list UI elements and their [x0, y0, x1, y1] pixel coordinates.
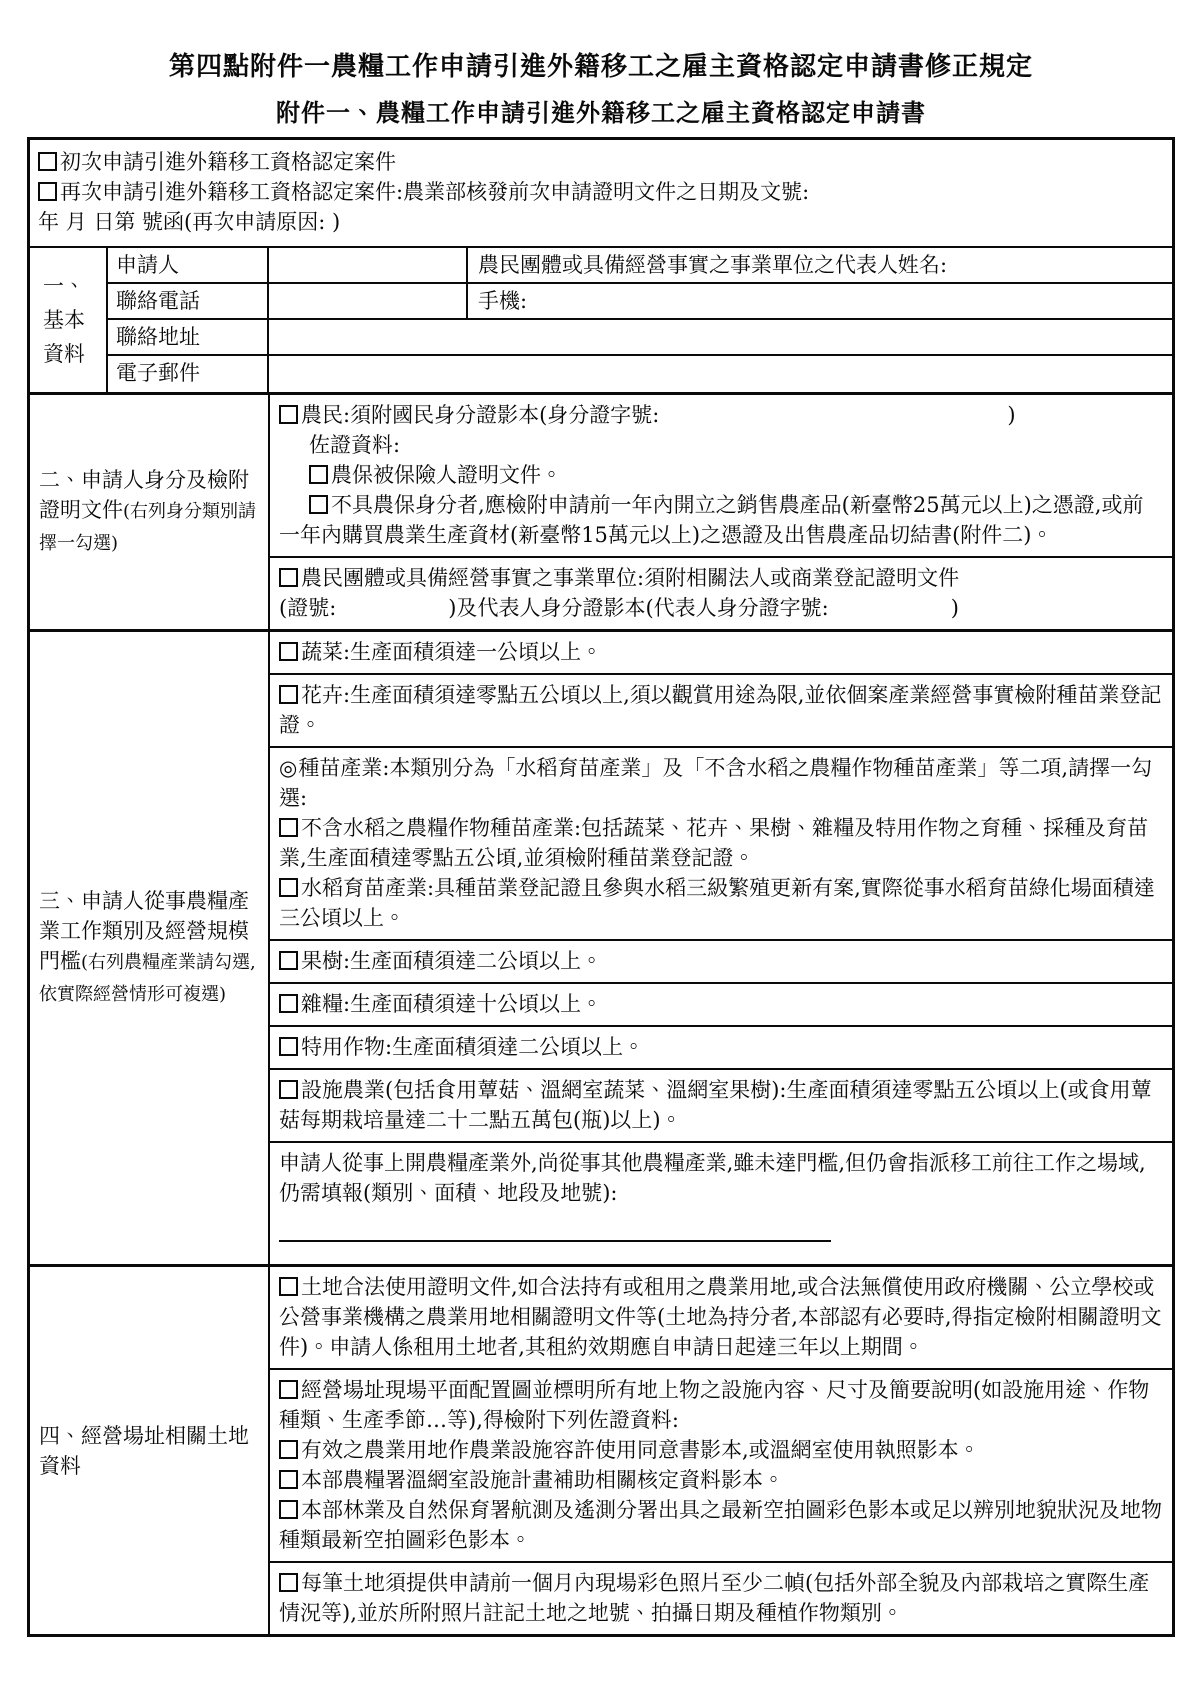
flower-row: [270, 675, 1172, 748]
land-legal-doc-text: 土地合法使用證明文件,如合法持有或租用之農業用地,或合法無償使用政府機關、公立學校或公營事業機構之農業用地相關證明文件等(土地為持分者,本部認有必要時,得指定檢附相關證明文件)。申請人係租用土地者,其租約效期應自申請日起達三年以上期間。: [279, 1275, 1162, 1359]
section1-rows: [108, 248, 1172, 392]
section3-content: [270, 632, 1172, 1264]
section-basic-info: [30, 248, 1172, 395]
contact-address-label: 聯絡地址: [108, 320, 269, 354]
vegetable-row: [270, 632, 1172, 675]
fruit-tree-text: 果樹:生產面積須達二公頃以上。: [301, 949, 603, 973]
first-application-option: [38, 147, 1162, 177]
farmer-identity-row: [270, 395, 1172, 558]
section-land-info: [30, 1267, 1172, 1634]
special-crop-text: 特用作物:生產面積須達二公頃以上。: [301, 1035, 645, 1059]
representative-id-blank[interactable]: [829, 614, 951, 615]
section4-label-text: 四、經營場址相關土地資料: [39, 1423, 249, 1478]
site-photos-text: 每筆土地須提供申請前一個月內現場彩色照片至少二幀(包括外部全貌及內部栽培之實際生產情況等),並於所附照片註記土地之地號、拍攝日期及種植作物類別。: [279, 1571, 1150, 1625]
checkbox-flower[interactable]: [279, 685, 298, 704]
email-label: 電子郵件: [108, 356, 269, 392]
applicant-name-input-cell[interactable]: [269, 248, 468, 282]
section4-label: [30, 1267, 270, 1634]
cert-number-blank[interactable]: [336, 614, 448, 615]
seedling-industry-row: [270, 748, 1172, 941]
applicant-name-label: 申請人: [108, 248, 269, 282]
flower-text: 花卉:生產面積須達零點五公頃以上,須以觀賞用途為限,並依個案產業經營事實檢附種苗業登記證。: [279, 683, 1162, 737]
id-number-blank[interactable]: [659, 421, 1007, 422]
land-legal-doc-row: [270, 1267, 1172, 1370]
representative-id-label: )及代表人身分證影本(代表人身分證字號:: [448, 596, 829, 620]
checkbox-farm-insurance-doc[interactable]: [309, 465, 328, 484]
seedling-intro-text: 種苗產業:本類別分為「水稻育苗產業」及「不含水稻之農糧作物種苗產業」等二項,請擇一勾選:: [279, 756, 1153, 810]
insurance-doc-text: 農保被保險人證明文件。: [331, 463, 562, 487]
phone-row: [108, 284, 1172, 320]
vegetable-text: 蔬菜:生產面積須達一公頃以上。: [301, 640, 603, 664]
checkbox-special-crop[interactable]: [279, 1037, 298, 1056]
section4-content: [270, 1267, 1172, 1634]
non-rice-seedling-option: [279, 813, 1162, 873]
no-insurance-text: 不具農保身分者,應檢附申請前一年內開立之銷售農產品(新臺幣25萬元以上)之憑證,或前一年內購買農業生產資材(新臺幣15萬元以上)之憑證及出售農產品切結書(附件二)。: [279, 493, 1144, 547]
subsidy-doc-text: 本部農糧署溫網室設施計畫補助相關核定資料影本。: [301, 1468, 784, 1492]
no-insurance-option: [279, 490, 1162, 550]
section1-label-line2: 基本: [43, 308, 85, 332]
section3-label: [30, 632, 270, 1264]
farmer-group-cert-line: [279, 593, 1162, 623]
site-photos-row: [270, 1563, 1172, 1634]
farmer-group-option: [279, 563, 1162, 593]
cert-number-label: (證號:: [279, 596, 337, 620]
application-form-table: [27, 137, 1175, 1637]
document-title-line1: 第四點附件一農糧工作申請引進外籍移工之雇主資格認定申請書修正規定: [168, 52, 1033, 82]
email-input-cell[interactable]: [269, 356, 1172, 392]
first-application-label: 初次申請引進外籍移工資格認定案件: [60, 150, 396, 174]
checkbox-land-legal-doc[interactable]: [279, 1277, 298, 1296]
representative-name-label: 農民團體或具備經營事實之事業單位之代表人姓名:: [478, 253, 948, 277]
email-row: [108, 356, 1172, 392]
farmer-option-close-paren: ): [1007, 403, 1016, 427]
checkbox-rice-seedling[interactable]: [279, 878, 298, 897]
seedling-intro-line: [279, 753, 1162, 813]
address-row: [108, 320, 1172, 356]
insurance-doc-option: [309, 460, 1162, 490]
contact-phone-label: 聯絡電話: [108, 284, 269, 318]
applicant-row: [108, 248, 1172, 284]
checkbox-facility-permit[interactable]: [279, 1440, 298, 1459]
special-crop-row: [270, 1027, 1172, 1070]
section1-label-line1: 一、: [43, 274, 85, 298]
other-industry-report-row: [270, 1143, 1172, 1264]
checkbox-facility-farming[interactable]: [279, 1080, 298, 1099]
repeat-application-label: 再次申請引進外籍移工資格認定案件:農業部核發前次申請證明文件之日期及文號:: [60, 180, 810, 204]
facility-farming-row: [270, 1070, 1172, 1143]
non-rice-seedling-text: 不含水稻之農糧作物種苗產業:包括蔬菜、花卉、果樹、雜糧及特用作物之育種、採種及育苗業,生產面積達零點五公頃,並須檢附種苗業登記證。: [279, 816, 1149, 870]
facility-permit-option: [279, 1435, 1162, 1465]
section2-label-note: (右列身分類別請擇一勾選): [39, 501, 257, 554]
contact-phone-input-cell[interactable]: [269, 284, 468, 318]
contact-address-input-cell[interactable]: [269, 320, 1172, 354]
section3-label-main: 三、申請人從事農糧產業工作類別及經營規模門檻: [39, 889, 249, 973]
site-plan-option: [279, 1375, 1162, 1435]
other-industry-report-text: 申請人從事上開農糧產業外,尚從事其他農糧產業,雖未達門檻,但仍會指派移工前往工作之場域,仍需填報(類別、面積、地段及地號):: [279, 1151, 1146, 1205]
facility-permit-text: 有效之農業用地作農業設施容許使用同意書影本,或溫網室使用執照影本。: [301, 1438, 980, 1462]
aerial-photo-text: 本部林業及自然保育署航測及遙測分署出具之最新空拍圖彩色影本或足以辨別地貌狀況及地物種類最新空拍圖彩色影本。: [279, 1498, 1162, 1552]
cert-line-close-paren: ): [950, 596, 959, 620]
section3-label-text: [39, 886, 262, 1010]
checkbox-repeat-application[interactable]: [38, 182, 57, 201]
grain-text: 雜糧:生產面積須達十公頃以上。: [301, 992, 603, 1016]
checkbox-non-rice-seedling[interactable]: [279, 818, 298, 837]
checkbox-no-insurance[interactable]: [309, 495, 328, 514]
mobile-phone-label: 手機:: [478, 289, 528, 313]
checkbox-farmer[interactable]: [279, 405, 298, 424]
site-plan-text: 經營場址現場平面配置圖並標明所有地上物之設施內容、尺寸及簡要說明(如設施用途、作物種類、生產季節…等),得檢附下列佐證資料:: [279, 1378, 1150, 1432]
facility-farming-text: 設施農業(包括食用蕈菇、溫網室蔬菜、溫網室果樹):生產面積須達零點五公頃以上(或食用蕈菇每期栽培量達二十二點五萬包(瓶)以上)。: [279, 1078, 1152, 1132]
repeat-application-date-line: 年 月 日第 號函(再次申請原因: ): [38, 210, 341, 234]
double-circle-icon: ◎: [279, 756, 298, 780]
checkbox-aerial-photo[interactable]: [279, 1500, 298, 1519]
section1-label-line3: 資料: [43, 342, 85, 366]
checkbox-first-application[interactable]: [38, 152, 57, 171]
repeat-application-option: [38, 177, 1162, 207]
rice-seedling-text: 水稻育苗產業:具種苗業登記證且參與水稻三級繁殖更新有案,實際從事水稻育苗綠化場面積達三公頃以上。: [279, 876, 1155, 930]
section-industry-categories: [30, 632, 1172, 1267]
farmer-group-row: [270, 558, 1172, 629]
farmer-option-text: 農民:須附國民身分證影本(身分證字號:: [301, 403, 660, 427]
section2-label: [30, 395, 270, 629]
checkbox-vegetable[interactable]: [279, 642, 298, 661]
checkbox-site-plan[interactable]: [279, 1380, 298, 1399]
subsidy-doc-option: [279, 1465, 1162, 1495]
application-type-block: [30, 140, 1172, 248]
checkbox-fruit-tree[interactable]: [279, 951, 298, 970]
farmer-group-text: 農民團體或具備經營事實之事業單位:須附相關法人或商業登記證明文件: [301, 566, 960, 590]
evidence-title: 佐證資料:: [309, 433, 401, 457]
section1-label: [30, 248, 108, 392]
blank-fill-line[interactable]: [279, 1240, 831, 1242]
section2-content: [270, 395, 1172, 629]
grain-row: [270, 984, 1172, 1027]
checkbox-grain[interactable]: [279, 994, 298, 1013]
rice-seedling-option: [279, 873, 1162, 933]
document-title-line2: 附件一、農糧工作申請引進外籍移工之雇主資格認定申請書: [276, 98, 926, 127]
section3-label-note: (右列農糧產業請勾選,依實際經營情形可複選): [39, 952, 256, 1005]
site-plan-row: [270, 1370, 1172, 1563]
aerial-photo-option: [279, 1495, 1162, 1555]
checkbox-site-photos[interactable]: [279, 1573, 298, 1592]
section-identity-documents: [30, 395, 1172, 632]
checkbox-farmer-group[interactable]: [279, 568, 298, 587]
section2-label-text: [39, 465, 262, 559]
fruit-tree-row: [270, 941, 1172, 984]
checkbox-subsidy-doc[interactable]: [279, 1470, 298, 1489]
section2-label-main: 二、申請人身分及檢附證明文件: [39, 468, 249, 522]
farmer-option-line: [279, 400, 1162, 430]
